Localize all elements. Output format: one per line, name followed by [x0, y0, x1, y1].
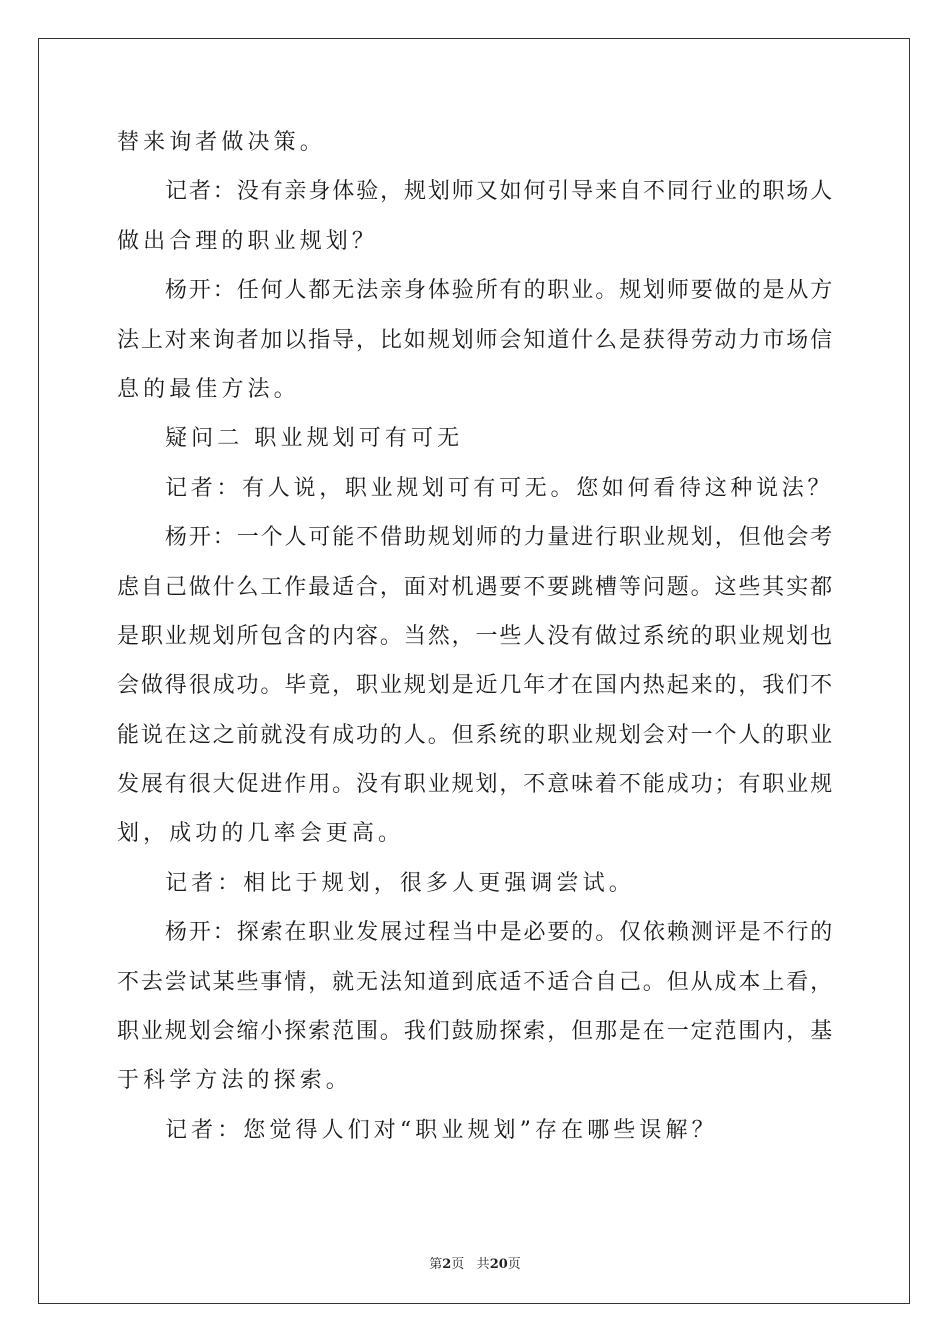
text-line: 能说在这之前就没有成功的人。但系统的职业规划会对一个人的职业 — [117, 722, 835, 748]
text-line: 杨开：任何人都无法亲身体验所有的职业。规划师要做的是从方 — [165, 278, 835, 304]
text-line: 做出合理的职业规划？ — [117, 228, 379, 254]
text-line: 于科学方法的探索。 — [117, 1068, 352, 1094]
text-line: 息的最佳方法。 — [117, 376, 300, 402]
text-line: 记者：有人说，职业规划可有可无。您如何看待这种说法？ — [165, 475, 834, 501]
text-line: 不去尝试某些事情，就无法知道到底适不适合自己。但从成本上看， — [117, 969, 835, 995]
text-line: 法上对来询者加以指导，比如规划师会知道什么是获得劳动力市场信 — [117, 327, 835, 353]
footer-page-prefix: 第 — [429, 1257, 443, 1272]
footer-total-prefix: 共 — [476, 1257, 490, 1272]
text-line: 职业规划会缩小探索范围。我们鼓励探索，但那是在一定范围内，基 — [117, 1019, 835, 1045]
footer-page-number: 2 — [442, 1257, 452, 1272]
text-line: 记者：相比于规划，很多人更强调尝试。 — [165, 870, 635, 896]
text-line: 虑自己做什么工作最适合，面对机遇要不要跳槽等问题。这些其实都 — [117, 574, 835, 600]
text-line: 替来询者做决策。 — [117, 130, 326, 155]
page-footer — [0, 1253, 950, 1272]
footer-total-suffix: 页 — [507, 1257, 521, 1272]
text-line: 是职业规划所包含的内容。当然，一些人没有做过系统的职业规划也 — [117, 623, 835, 649]
footer-total-pages: 20 — [489, 1257, 508, 1272]
text-line: 划，成功的几率会更高。 — [117, 821, 405, 847]
document-body — [117, 118, 835, 1155]
text-line: 杨开：探索在职业发展过程当中是必要的。仅依赖测评是不行的 — [165, 920, 835, 946]
text-line: 记者：您觉得人们对“职业规划”存在哪些误解？ — [165, 1117, 718, 1143]
text-line: 发展有很大促进作用。没有职业规划，不意味着不能成功；有职业规 — [117, 772, 835, 798]
text-line: 疑问二 职业规划可有可无 — [165, 426, 464, 452]
text-line: 会做得很成功。毕竟，职业规划是近几年才在国内热起来的，我们不 — [117, 673, 835, 699]
text-line: 记者：没有亲身体验，规划师又如何引导来自不同行业的职场人 — [165, 179, 835, 205]
text-line: 杨开：一个人可能不借助规划师的力量进行职业规划，但他会考 — [165, 525, 835, 551]
footer-page-suffix: 页 — [451, 1257, 465, 1272]
